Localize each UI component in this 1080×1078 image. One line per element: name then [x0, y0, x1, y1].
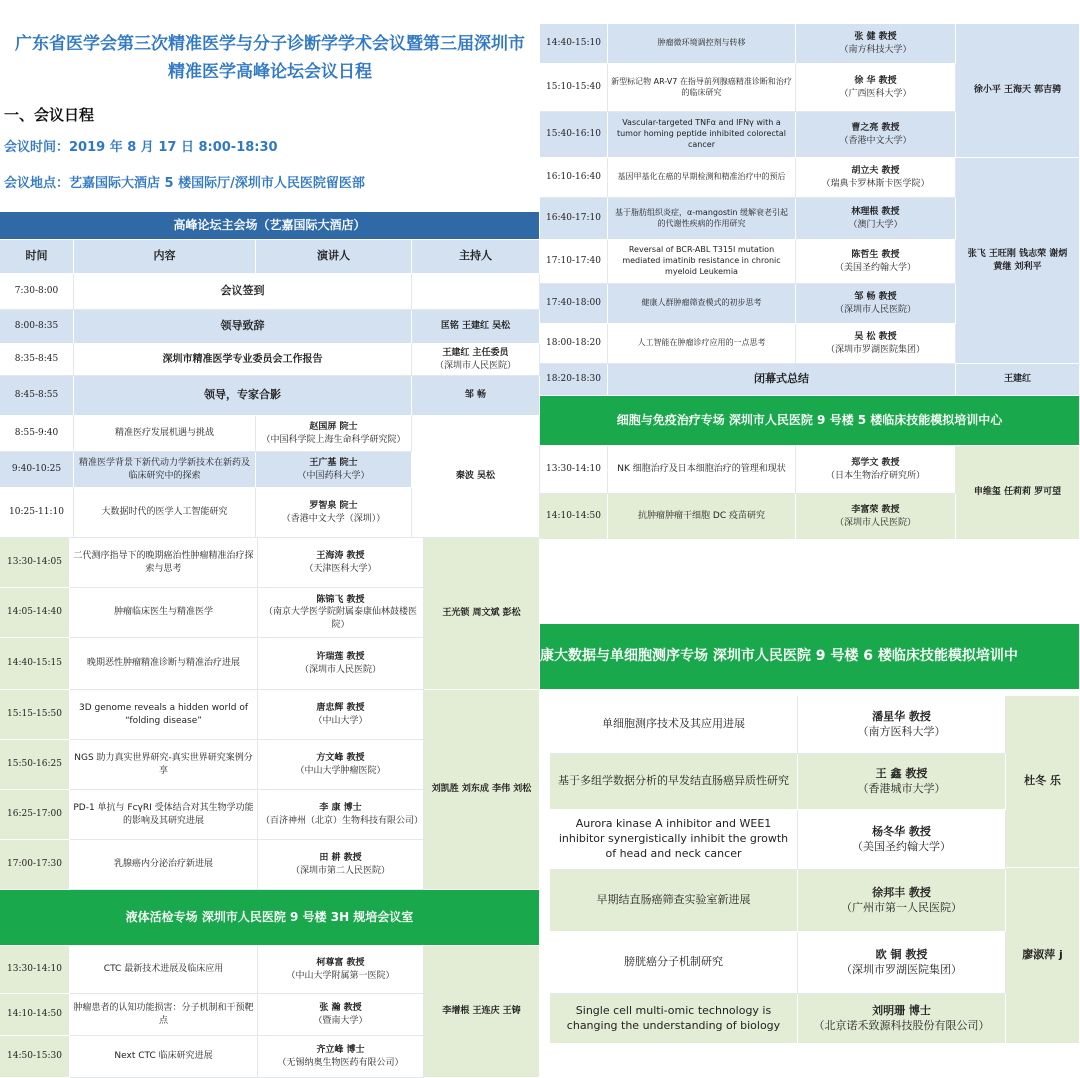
speaker-name: 李 康 博士 — [319, 803, 362, 814]
speaker-cell — [258, 946, 424, 994]
host-names: 刘凯胜 刘东成 李伟 刘松 — [424, 690, 540, 890]
speaker-affiliation: （广西医科大学） — [839, 88, 912, 99]
speaker-cell — [796, 284, 956, 324]
speaker-name: 徐邦丰 教授 — [872, 885, 931, 899]
host-names: 匡铭 王建红 吴松 — [412, 310, 540, 344]
schedule-time: 14:50-15:30 — [0, 1036, 70, 1078]
schedule-time: 8:00-8:35 — [0, 310, 74, 344]
speaker-affiliation: （暨南大学） — [313, 1015, 368, 1026]
speaker-affiliation: （深圳市人民医院） — [834, 304, 916, 315]
schedule-time: 8:35-8:45 — [0, 344, 74, 376]
schedule-content: Next CTC 临床研究进展 — [70, 1036, 258, 1078]
schedule-time: 13:30-14:10 — [540, 446, 608, 494]
schedule-time: 14:10-14:50 — [540, 494, 608, 540]
speaker-affiliation: （中山大学附属第一医院） — [286, 970, 395, 981]
speaker-cell — [258, 740, 424, 790]
speaker-affiliation: （中国药科大学） — [297, 470, 370, 481]
schedule-content: 抗肿瘤肿瘤干细胞 DC 疫苗研究 — [608, 494, 796, 540]
speaker-cell — [258, 840, 424, 890]
speaker-cell — [796, 158, 956, 198]
speaker-cell — [258, 638, 424, 690]
speaker-name: 田 耕 教授 — [319, 853, 362, 864]
schedule-content: 肿瘤微环境调控剂与转移 — [608, 24, 796, 64]
speaker-name: 李富荣 教授 — [851, 505, 900, 516]
schedule-time: 17:40-18:00 — [540, 284, 608, 324]
speaker-affiliation: （中山大学肿瘤医院） — [295, 765, 386, 776]
col-header-speaker: 演讲人 — [256, 240, 412, 274]
schedule-time: 9:40-10:25 — [0, 452, 74, 488]
speaker-name: 唐忠辉 教授 — [316, 703, 365, 714]
speaker-cell — [256, 452, 412, 488]
main-forum-banner: 高峰论坛主会场（艺嘉国际大酒店） — [0, 212, 540, 240]
speaker-affiliation: （深圳市罗湖医院集团） — [825, 344, 925, 355]
speaker-name: 王海涛 教授 — [316, 551, 365, 562]
cell-therapy-banner: 细胞与免疫治疗专场 深圳市人民医院 9 号楼 5 楼临床技能模拟培训中心 — [540, 396, 1080, 446]
schedule-time: 14:05-14:40 — [0, 588, 70, 638]
schedule-time: 16:40-17:10 — [540, 198, 608, 240]
speaker-cell — [258, 588, 424, 638]
speaker-cell — [798, 754, 1006, 810]
speaker-affiliation: （香港城市大学） — [857, 781, 946, 795]
speaker-affiliation: （美国圣约翰大学） — [834, 262, 916, 273]
schedule-content: NGS 助力真实世界研究-真实世界研究案例分享 — [70, 740, 258, 790]
speaker-name: 杨冬华 教授 — [872, 824, 931, 838]
speaker-cell — [798, 994, 1006, 1044]
host-line: 黄继 刘利平 — [993, 261, 1042, 272]
schedule-content: 膀胱癌分子机制研究 — [550, 932, 798, 994]
speaker-cell — [798, 810, 1006, 870]
schedule-time: 13:30-14:10 — [0, 946, 70, 994]
schedule-content: 领导，专家合影 — [74, 376, 412, 416]
schedule-content: 肿瘤临床医生与精准医学 — [70, 588, 258, 638]
meeting-time: 会议时间：2019 年 8 月 17 日 8:00-18:30 — [4, 140, 278, 155]
speaker-affiliation: （香港中文大学） — [839, 135, 912, 146]
schedule-content: 大数据时代的医学人工智能研究 — [74, 488, 256, 538]
schedule-content: 新型标记物 AR-V7 在指导前列腺癌精准诊断和治疗的临床研究 — [608, 64, 796, 112]
col-header-time: 时间 — [0, 240, 74, 274]
host-affiliation: （深圳市人民医院） — [434, 360, 516, 371]
speaker-affiliation: （瑞典卡罗林斯卡医学院） — [821, 178, 930, 189]
speaker-name: 潘星华 教授 — [872, 709, 931, 723]
schedule-content: 闭幕式总结 — [608, 364, 956, 396]
host-names: 杜冬 乐 — [1006, 696, 1080, 868]
host-line: 张飞 王旺刚 钱志荣 谢炳 — [967, 249, 1068, 260]
schedule-content: NK 细胞治疗及日本细胞治疗的管理和现状 — [608, 446, 796, 494]
host-names: 徐小平 王海天 郭吉骋 — [956, 24, 1080, 158]
schedule-content: Aurora kinase A inhibitor and WEE1 inhibitor synergistically inhibit the growth of head and neck cancer — [550, 810, 798, 870]
schedule-time: 13:30-14:05 — [0, 538, 70, 588]
speaker-cell — [256, 416, 412, 452]
speaker-affiliation: （深圳市人民医院） — [299, 664, 381, 675]
schedule-time: 18:20-18:30 — [540, 364, 608, 396]
speaker-name: 柯尊富 教授 — [316, 958, 365, 969]
speaker-cell — [798, 870, 1006, 932]
speaker-name: 欧 铜 教授 — [875, 947, 928, 961]
schedule-content: 基于多组学数据分析的早发结直肠癌异质性研究 — [550, 754, 798, 810]
speaker-name: 张 健 教授 — [854, 32, 897, 43]
schedule-time: 17:00-17:30 — [0, 840, 70, 890]
speaker-affiliation: （南方科技大学） — [839, 44, 912, 55]
schedule-content: Reversal of BCR-ABL T315I mutation mediated imatinib resistance in chronic myeloid Leukemia — [608, 240, 796, 284]
speaker-cell — [258, 538, 424, 588]
section-heading: 一、会议日程 — [4, 106, 95, 124]
host-names: 廖淑萍 j — [1006, 868, 1080, 1044]
speaker-name: 许瑞莲 教授 — [316, 652, 365, 663]
schedule-time: 15:40-16:10 — [540, 112, 608, 158]
speaker-name: 赵国屏 院士 — [309, 422, 358, 433]
speaker-affiliation: （美国圣约翰大学） — [852, 839, 951, 853]
speaker-name: 齐立峰 博士 — [316, 1045, 365, 1056]
host-names: 王建红 — [956, 364, 1080, 396]
speaker-affiliation: （南京大学医学院附属泰康仙林鼓楼医院） — [263, 607, 417, 630]
schedule-content: 精准医学背景下新代动力学新技术在新药及临床研究中的探索 — [74, 452, 256, 488]
speaker-name: 胡立夫 教授 — [851, 166, 900, 177]
schedule-content: 人工智能在肿瘤诊疗应用的一点思考 — [608, 324, 796, 364]
schedule-time: 16:25-17:00 — [0, 790, 70, 840]
speaker-cell — [258, 690, 424, 740]
speaker-cell — [796, 112, 956, 158]
speaker-name: 邹 畅 教授 — [854, 292, 897, 303]
schedule-time: 14:40-15:10 — [540, 24, 608, 64]
speaker-name: 林理根 教授 — [851, 207, 900, 218]
speaker-cell — [796, 494, 956, 540]
host-names: 李增根 王连庆 王铸 — [424, 946, 540, 1078]
speaker-affiliation: （日本生物治疗研究所） — [825, 470, 925, 481]
schedule-content: 乳腺癌内分泌治疗新进展 — [70, 840, 258, 890]
schedule-time: 17:10-17:40 — [540, 240, 608, 284]
host-names: 申维玺 任莉莉 罗可望 — [956, 446, 1080, 540]
schedule-content: CTC 最新技术进展及临床应用 — [70, 946, 258, 994]
speaker-affiliation: （南方医科大学） — [857, 724, 946, 738]
schedule-time: 15:15-15:50 — [0, 690, 70, 740]
speaker-cell — [258, 994, 424, 1036]
speaker-name: 王 鑫 教授 — [875, 766, 928, 780]
host-names: 王光锁 周文斌 彭松 — [424, 538, 540, 690]
speaker-cell — [796, 446, 956, 494]
speaker-name: 王广基 院士 — [309, 458, 358, 469]
schedule-content: Vascular-targeted TNFα and IFNγ with a tumor homing peptide inhibited colorectal cancer — [608, 112, 796, 158]
speaker-cell — [798, 932, 1006, 994]
schedule-content: 早期结直肠癌筛查实验室新进展 — [550, 870, 798, 932]
speaker-cell — [258, 1036, 424, 1078]
schedule-content: 领导致辞 — [74, 310, 412, 344]
title-line-2: 精准医学高峰论坛会议日程 — [168, 62, 372, 82]
speaker-affiliation: （天津医科大学） — [304, 563, 377, 574]
speaker-cell — [796, 198, 956, 240]
host-names — [956, 158, 1080, 364]
speaker-name: 徐 华 教授 — [854, 76, 897, 87]
schedule-content: 晚期恶性肿瘤精准诊断与精准治疗进展 — [70, 638, 258, 690]
speaker-name: 刘明珊 博士 — [872, 1003, 931, 1017]
col-header-host: 主持人 — [412, 240, 540, 274]
schedule-content: 基于脂肪组织炎症，α-mangostin 缓解衰老引起的代谢性疾病的作用研究 — [608, 198, 796, 240]
speaker-name: 陈锦飞 教授 — [316, 595, 365, 606]
schedule-content: 肿瘤患者的认知功能损害：分子机制和干预靶点 — [70, 994, 258, 1036]
schedule-time: 14:40-15:15 — [0, 638, 70, 690]
liquid-biopsy-banner: 液体活检专场 深圳市人民医院 9 号楼 3H 规培会议室 — [0, 890, 540, 946]
speaker-affiliation: （深圳市罗湖医院集团） — [841, 962, 962, 976]
big-data-banner: 康大数据与单细胞测序专场 深圳市人民医院 9 号楼 6 楼临床技能模拟培训中 — [540, 624, 1080, 690]
speaker-affiliation: （百济神州（北京）生物科技有限公司） — [261, 815, 424, 826]
title-line-1: 广东省医学会第三次精准医学与分子诊断学学术会议暨第三届深圳市 — [15, 34, 525, 54]
speaker-cell — [796, 324, 956, 364]
schedule-time: 15:10-15:40 — [540, 64, 608, 112]
speaker-affiliation: （深圳市人民医院） — [834, 517, 916, 528]
speaker-affiliation: （北京诺禾致源科技股份有限公司） — [813, 1018, 990, 1032]
speaker-affiliation: （广州市第一人民医院） — [841, 900, 962, 914]
schedule-content: PD-1 单抗与 FcγRI 受体结合对其生物学功能的影响及其研究进展 — [70, 790, 258, 840]
schedule-content: 基因甲基化在癌的早期检测和精准治疗中的预后 — [608, 158, 796, 198]
schedule-time: 14:10-14:50 — [0, 994, 70, 1036]
host-names: 邹 畅 — [412, 376, 540, 416]
schedule-time: 10:25-11:10 — [0, 488, 74, 538]
schedule-content: 单细胞测序技术及其应用进展 — [550, 696, 798, 754]
host-names: 秦波 吴松 — [412, 416, 540, 538]
speaker-cell — [256, 488, 412, 538]
schedule-content: 会议签到 — [74, 274, 412, 310]
speaker-cell — [796, 64, 956, 112]
schedule-content: 3D genome reveals a hidden world of “folding disease” — [70, 690, 258, 740]
speaker-name: 方文峰 教授 — [316, 753, 365, 764]
speaker-name: 曹之亮 教授 — [851, 123, 900, 134]
schedule-content: 二代测序指导下的晚期癌治性肿瘤精准治疗探索与思考 — [70, 538, 258, 588]
host-name: 王建红 主任委员 — [442, 348, 509, 359]
speaker-name: 郑学文 教授 — [851, 458, 900, 469]
col-header-content: 内容 — [74, 240, 256, 274]
speaker-affiliation: （香港中文大学（深圳）） — [281, 513, 386, 524]
speaker-cell — [796, 240, 956, 284]
schedule-time: 15:50-16:25 — [0, 740, 70, 790]
host-cell — [412, 344, 540, 376]
page-title — [0, 30, 540, 86]
schedule-time: 8:45-8:55 — [0, 376, 74, 416]
schedule-content: 深圳市精准医学专业委员会工作报告 — [74, 344, 412, 376]
speaker-name: 罗智泉 院士 — [309, 501, 358, 512]
speaker-cell — [796, 24, 956, 64]
schedule-time: 18:00-18:20 — [540, 324, 608, 364]
schedule-content: 健康人群肿瘤筛查模式的初步思考 — [608, 284, 796, 324]
host-cell-empty — [412, 274, 540, 310]
schedule-content: Single cell multi-omic technology is changing the understanding of biology — [550, 994, 798, 1044]
speaker-affiliation: （中国科学院上海生命科学研究院） — [261, 434, 406, 445]
schedule-time: 7:30-8:00 — [0, 274, 74, 310]
speaker-name: 陈哲生 教授 — [851, 250, 900, 261]
speaker-affiliation: （深圳市第二人民医院） — [290, 865, 390, 876]
speaker-cell — [798, 696, 1006, 754]
speaker-name: 吴 松 教授 — [854, 332, 897, 343]
schedule-time: 16:10-16:40 — [540, 158, 608, 198]
speaker-affiliation: （中山大学） — [313, 715, 368, 726]
speaker-affiliation: （无锡纳奥生物医药有限公司） — [277, 1057, 404, 1068]
speaker-cell — [258, 790, 424, 840]
speaker-name: 张 瀚 教授 — [319, 1003, 362, 1014]
speaker-affiliation: （澳门大学） — [848, 219, 903, 230]
schedule-time: 8:55-9:40 — [0, 416, 74, 452]
meeting-venue: 会议地点：艺嘉国际大酒店 5 楼国际厅/深圳市人民医院留医部 — [4, 176, 365, 191]
schedule-content: 精准医疗发展机遇与挑战 — [74, 416, 256, 452]
